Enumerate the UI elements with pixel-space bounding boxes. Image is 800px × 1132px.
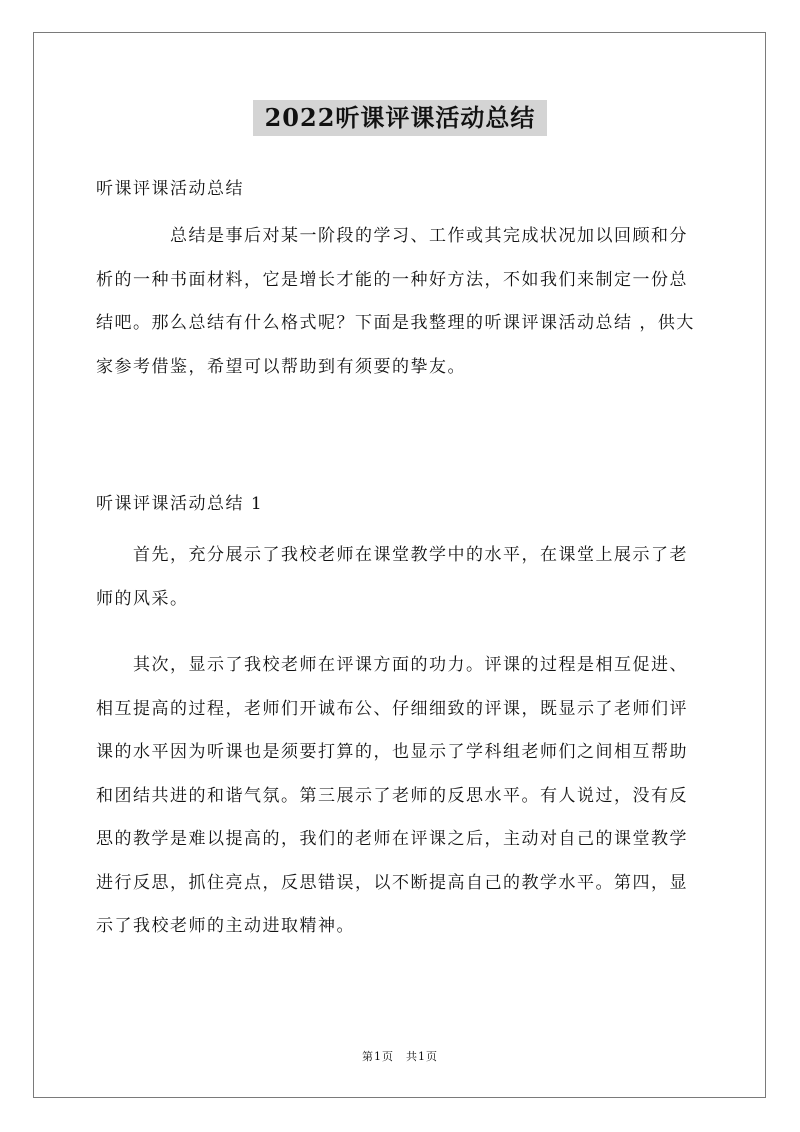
section-heading-intro: 听课评课活动总结 [96, 179, 244, 199]
paragraph-2: 其次，显示了我校老师在评课方面的功力。评课的过程是相互促进、相互提高的过程，老师们开诚布公、仔细细致的评课，既显示了老师们评课的水平因为听课也是须要打算的，也显示了学科组老师们之间相互帮助和团结共进的和谐气氛。第三展示了老师的反思水平。有人说过，没有反思的教学是难以提高的，我们的老师在评课之后，主动对自己的课堂教学进行反思，抓住亮点，反思错误，以不断提高自己的教学水平。第四，显示了我校老师的主动进取精神。 [96, 655, 688, 936]
section-heading-1: 听课评课活动总结 1 [96, 494, 264, 514]
intro-paragraph: 总结是事后对某一阶段的学习、工作或其完成状况加以回顾和分析的一种书面材料，它是增长才能的一种好方法，不如我们来制定一份总结吧。那么总结有什么格式呢？下面是我整理的听课评课活动总结 ，供大家参考借鉴，希望可以帮助到有须要的挚友。 [96, 226, 695, 377]
paragraph-1: 首先，充分展示了我校老师在课堂教学中的水平，在课堂上展示了老师的风采。 [96, 545, 688, 609]
title-container [0, 100, 800, 136]
page-number-footer: 第1页 共1页 [362, 1050, 438, 1063]
document-title: 2022听课评课活动总结 [253, 100, 548, 136]
